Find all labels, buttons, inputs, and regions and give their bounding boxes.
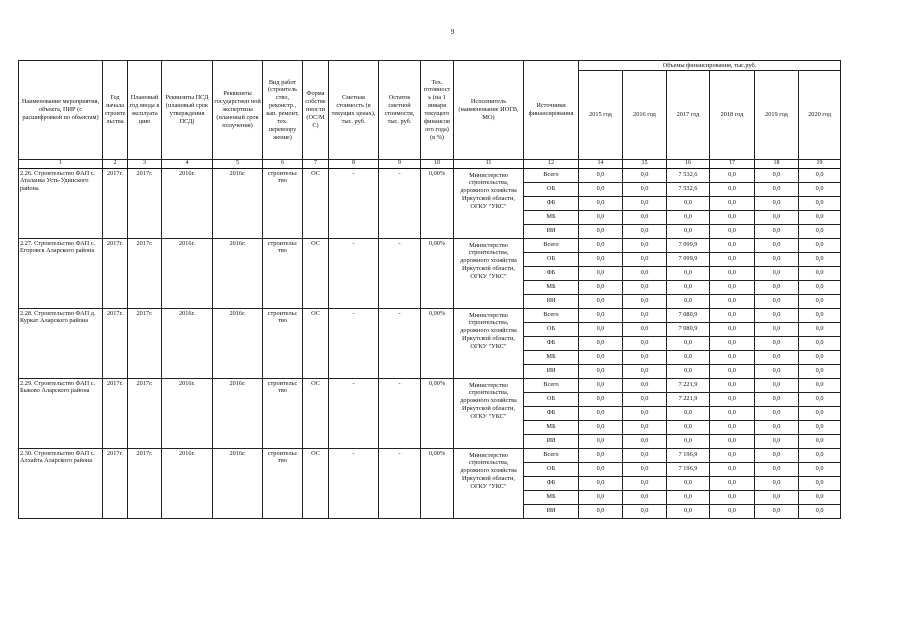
header-estimate: Сметная стоимость (в текущих ценах), тыс. руб. [329,61,379,160]
remaining-cost: - [379,238,421,308]
object-name: 2.27. Строительство ФАП с. Егоровск Аларского района [19,238,103,308]
funding-value: 0,0 [579,378,623,392]
funding-value: 0,0 [755,378,799,392]
column-number: 7 [303,160,329,169]
funding-value: 0,0 [667,420,710,434]
header-sources: Источники финансирования [524,61,579,160]
estimate-cost: - [329,448,379,518]
funding-value: 0,0 [710,224,755,238]
funding-source: МБ [524,280,579,294]
funding-value: 0,0 [623,490,667,504]
planned-year: 2017г. [128,378,162,448]
funding-value: 0,0 [799,168,841,182]
header-year: 2019 год [755,71,799,160]
funding-value: 0,0 [799,490,841,504]
funding-value: 0,0 [579,448,623,462]
column-number: 14 [579,160,623,169]
funding-value: 7 532,6 [667,168,710,182]
funding-value: 0,0 [667,336,710,350]
funding-value: 0,0 [755,476,799,490]
object-name: 2.29. Строительство ФАП с. Быково Аларского района [19,378,103,448]
psd-date: 2016г. [162,448,213,518]
column-number: 5 [213,160,263,169]
funding-value: 0,0 [799,364,841,378]
funding-value: 0,0 [799,210,841,224]
funding-value: 0,0 [667,294,710,308]
funding-value: 0,0 [755,406,799,420]
column-number-row [19,160,841,169]
funding-value: 0,0 [755,182,799,196]
funding-value: 0,0 [755,392,799,406]
funding-value: 0,0 [623,196,667,210]
object-name: 2.30. Строительство ФАП с. Алхайта Аларского района [19,448,103,518]
funding-value: 0,0 [579,490,623,504]
funding-value: 0,0 [755,280,799,294]
funding-source: ИИ [524,294,579,308]
column-number: 15 [623,160,667,169]
funding-value: 0,0 [579,462,623,476]
remaining-cost: - [379,378,421,448]
funding-source: МБ [524,490,579,504]
table-header [19,61,841,169]
column-number: 10 [421,160,454,169]
column-number: 8 [329,160,379,169]
funding-value: 0,0 [799,406,841,420]
funding-value: 0,0 [579,280,623,294]
funding-value: 0,0 [667,350,710,364]
funding-value: 7 080,9 [667,308,710,322]
funding-source: ФБ [524,476,579,490]
funding-value: 0,0 [710,392,755,406]
funding-value: 0,0 [623,252,667,266]
column-number: 12 [524,160,579,169]
funding-value: 0,0 [579,210,623,224]
funding-value: 0,0 [710,322,755,336]
header-work-type: Вид работ (строитель ство, реконстр., кап. ремонт, тех. перевоору жение) [263,61,303,160]
funding-value: 0,0 [755,434,799,448]
funding-value: 0,0 [710,490,755,504]
column-number: 4 [162,160,213,169]
work-type: строительс тво [263,378,303,448]
funding-value: 0,0 [799,378,841,392]
funding-source: ОБ [524,322,579,336]
ownership-form: ОС [303,448,329,518]
funding-source: МБ [524,350,579,364]
funding-value: 0,0 [799,476,841,490]
funding-value: 0,0 [667,196,710,210]
ownership-form: ОС [303,308,329,378]
funding-value: 0,0 [667,406,710,420]
page-number: 9 [450,28,455,36]
funding-value: 7 221,9 [667,378,710,392]
funding-value: 0,0 [710,210,755,224]
executor: Министерство строительства, дорожного хозяйства Иркутской области, ОГКУ "УКС" [454,448,524,518]
funding-value: 0,0 [579,224,623,238]
funding-source: ОБ [524,252,579,266]
header-funding-group: Объемы финансирования, тыс.руб. [579,61,841,71]
funding-value: 0,0 [799,322,841,336]
object-name: 2.28. Строительство ФАП д. Куркат Аларского района [19,308,103,378]
funding-source: ФБ [524,266,579,280]
funding-source: ИИ [524,224,579,238]
psd-date: 2016г. [162,378,213,448]
header-remaining: Остаток сметной стоимости, тыс. руб. [379,61,421,160]
remaining-cost: - [379,308,421,378]
funding-value: 0,0 [667,364,710,378]
funding-value: 0,0 [710,462,755,476]
funding-value: 0,0 [710,182,755,196]
funding-value: 0,0 [710,280,755,294]
header-start-year: Год начала строите льства [103,61,128,160]
funding-value: 0,0 [579,196,623,210]
funding-source: ОБ [524,392,579,406]
funding-value: 0,0 [667,476,710,490]
funding-value: 0,0 [623,420,667,434]
readiness-percent: 0,00% [421,168,454,238]
column-number: 3 [128,160,162,169]
column-number: 9 [379,160,421,169]
funding-source: ИИ [524,504,579,518]
object-name: 2.26. Строительство ФАП с. Аталанка Усть-Удинского района [19,168,103,238]
funding-value: 0,0 [710,434,755,448]
funding-value: 0,0 [623,406,667,420]
funding-value: 0,0 [623,476,667,490]
funding-value: 0,0 [623,322,667,336]
funding-value: 0,0 [710,294,755,308]
funding-source: Всего [524,378,579,392]
funding-value: 0,0 [755,308,799,322]
funding-value: 0,0 [755,448,799,462]
header-planned-year: Плановый год ввода в эксплуата цию [128,61,162,160]
work-type: строительс тво [263,168,303,238]
funding-value: 0,0 [755,350,799,364]
executor: Министерство строительства, дорожного хозяйства Иркутской области, ОГКУ "УКС" [454,308,524,378]
funding-value: 0,0 [710,252,755,266]
funding-value: 0,0 [710,308,755,322]
funding-value: 7 099,9 [667,252,710,266]
funding-value: 0,0 [710,504,755,518]
funding-value: 0,0 [710,476,755,490]
header-ownership: Форма собстве нности (ОС/М С) [303,61,329,160]
expertise-date: 2016г. [213,378,263,448]
funding-value: 0,0 [755,168,799,182]
funding-value: 0,0 [755,252,799,266]
funding-value: 0,0 [579,392,623,406]
planned-year: 2017г. [128,448,162,518]
funding-value: 0,0 [710,168,755,182]
funding-value: 0,0 [799,336,841,350]
funding-value: 0,0 [799,350,841,364]
funding-value: 0,0 [623,210,667,224]
executor: Министерство строительства, дорожного хозяйства Иркутской области, ОГКУ "УКС" [454,378,524,448]
column-number: 16 [667,160,710,169]
funding-value: 0,0 [623,504,667,518]
table-row [19,378,841,392]
ownership-form: ОС [303,168,329,238]
funding-value: 0,0 [623,280,667,294]
funding-value: 0,0 [755,462,799,476]
funding-value: 0,0 [710,196,755,210]
column-number: 19 [799,160,841,169]
funding-value: 0,0 [799,252,841,266]
funding-value: 0,0 [755,336,799,350]
funding-value: 7 221,9 [667,392,710,406]
funding-value: 0,0 [710,266,755,280]
funding-value: 0,0 [579,504,623,518]
planned-year: 2017г. [128,308,162,378]
ownership-form: ОС [303,238,329,308]
ownership-form: ОС [303,378,329,448]
funding-value: 0,0 [579,308,623,322]
funding-value: 0,0 [579,238,623,252]
funding-value: 0,0 [799,308,841,322]
funding-source: ОБ [524,182,579,196]
psd-date: 2016г. [162,238,213,308]
funding-value: 0,0 [799,420,841,434]
header-psd: Реквизиты ПСД (плановый срок утверждения ПСД) [162,61,213,160]
funding-value: 0,0 [799,434,841,448]
executor: Министерство строительства, дорожного хозяйства Иркутской области, ОГКУ "УКС" [454,238,524,308]
funding-source: Всего [524,308,579,322]
funding-value: 0,0 [623,462,667,476]
table-row [19,238,841,252]
header-readiness: Тех. готовност ь (на 1 января текущего финансов ого года) (в %) [421,61,454,160]
funding-value: 0,0 [623,350,667,364]
funding-value: 0,0 [579,350,623,364]
funding-value: 0,0 [710,448,755,462]
funding-value: 0,0 [579,406,623,420]
funding-value: 0,0 [579,476,623,490]
work-type: строительс тво [263,238,303,308]
start-year: 2017г. [103,308,128,378]
funding-value: 0,0 [667,224,710,238]
funding-value: 0,0 [579,322,623,336]
funding-value: 0,0 [667,280,710,294]
funding-value: 0,0 [667,434,710,448]
funding-value: 0,0 [799,196,841,210]
table-row [19,308,841,322]
funding-value: 0,0 [667,490,710,504]
funding-value: 0,0 [755,266,799,280]
planned-year: 2017г. [128,168,162,238]
funding-value: 0,0 [623,448,667,462]
expertise-date: 2016г. [213,168,263,238]
funding-value: 0,0 [667,504,710,518]
column-number: 2 [103,160,128,169]
funding-value: 0,0 [799,448,841,462]
start-year: 2017г. [103,168,128,238]
funding-source: МБ [524,420,579,434]
funding-value: 0,0 [623,308,667,322]
funding-value: 0,0 [799,294,841,308]
funding-value: 7 532,6 [667,182,710,196]
column-number: 18 [755,160,799,169]
funding-value: 0,0 [579,434,623,448]
funding-value: 0,0 [579,294,623,308]
funding-value: 0,0 [579,336,623,350]
header-year: 2020 год [799,71,841,160]
funding-value: 0,0 [623,238,667,252]
funding-value: 0,0 [755,294,799,308]
funding-value: 0,0 [755,364,799,378]
estimate-cost: - [329,238,379,308]
readiness-percent: 0,00% [421,308,454,378]
expertise-date: 2016г. [213,238,263,308]
header-year: 2018 год [710,71,755,160]
funding-value: 0,0 [667,210,710,224]
funding-source: МБ [524,210,579,224]
funding-value: 0,0 [755,210,799,224]
funding-source: ФБ [524,196,579,210]
remaining-cost: - [379,168,421,238]
funding-value: 0,0 [755,196,799,210]
funding-value: 0,0 [710,378,755,392]
funding-value: 0,0 [623,336,667,350]
start-year: 2017г. [103,448,128,518]
header-executor: Исполнитель (наименование ИОГВ, МО) [454,61,524,160]
work-type: строительс тво [263,448,303,518]
funding-value: 0,0 [579,182,623,196]
remaining-cost: - [379,448,421,518]
funding-source: Всего [524,448,579,462]
funding-value: 0,0 [579,266,623,280]
funding-value: 0,0 [623,378,667,392]
funding-value: 0,0 [623,224,667,238]
funding-value: 0,0 [755,490,799,504]
funding-value: 0,0 [579,252,623,266]
funding-value: 0,0 [755,238,799,252]
readiness-percent: 0,00% [421,448,454,518]
planned-year: 2017г. [128,238,162,308]
funding-source: Всего [524,168,579,182]
funding-value: 0,0 [710,350,755,364]
estimate-cost: - [329,168,379,238]
funding-value: 0,0 [579,364,623,378]
funding-source: Всего [524,238,579,252]
funding-value: 0,0 [667,266,710,280]
header-year: 2017 год [667,71,710,160]
funding-source: ИИ [524,364,579,378]
header-expertise: Реквизиты государствен ной экспертизы (плановый срок получения) [213,61,263,160]
header-year: 2015 год [579,71,623,160]
readiness-percent: 0,00% [421,378,454,448]
funding-value: 0,0 [623,392,667,406]
funding-value: 0,0 [755,420,799,434]
funding-value: 0,0 [579,168,623,182]
estimate-cost: - [329,308,379,378]
start-year: 2017г. [103,238,128,308]
work-type: строительс тво [263,308,303,378]
funding-value: 0,0 [755,504,799,518]
financing-table [18,60,841,519]
funding-value: 0,0 [710,238,755,252]
estimate-cost: - [329,378,379,448]
header-year: 2016 год [623,71,667,160]
funding-value: 0,0 [799,224,841,238]
readiness-percent: 0,00% [421,238,454,308]
funding-value: 0,0 [755,224,799,238]
psd-date: 2016г. [162,168,213,238]
funding-value: 7 099,9 [667,238,710,252]
column-number: 11 [454,160,524,169]
funding-value: 0,0 [623,182,667,196]
funding-value: 0,0 [799,504,841,518]
funding-source: ОБ [524,462,579,476]
funding-value: 7 196,9 [667,448,710,462]
funding-value: 0,0 [623,364,667,378]
funding-value: 0,0 [799,280,841,294]
table-body [19,168,841,518]
header-name: Наименование мероприятия, объекта, ПИР (с расшифровкой по объектам) [19,61,103,160]
funding-value: 0,0 [710,406,755,420]
start-year: 2017г. [103,378,128,448]
funding-value: 0,0 [799,266,841,280]
funding-value: 0,0 [579,420,623,434]
funding-value: 0,0 [799,392,841,406]
funding-value: 0,0 [710,364,755,378]
funding-value: 0,0 [623,168,667,182]
funding-value: 0,0 [623,434,667,448]
executor: Министерство строительства, дорожного хозяйства Иркутской области, ОГКУ "УКС" [454,168,524,238]
funding-value: 0,0 [623,266,667,280]
expertise-date: 2016г. [213,448,263,518]
column-number: 17 [710,160,755,169]
funding-value: 0,0 [710,336,755,350]
table-row [19,168,841,182]
funding-source: ИИ [524,434,579,448]
funding-value: 0,0 [799,182,841,196]
psd-date: 2016г. [162,308,213,378]
funding-value: 0,0 [799,238,841,252]
funding-value: 0,0 [755,322,799,336]
funding-source: ФБ [524,336,579,350]
funding-source: ФБ [524,406,579,420]
column-number: 1 [19,160,103,169]
funding-value: 7 080,9 [667,322,710,336]
funding-value: 7 196,9 [667,462,710,476]
table-row [19,448,841,462]
funding-value: 0,0 [799,462,841,476]
expertise-date: 2016г. [213,308,263,378]
funding-value: 0,0 [623,294,667,308]
column-number: 6 [263,160,303,169]
funding-value: 0,0 [710,420,755,434]
